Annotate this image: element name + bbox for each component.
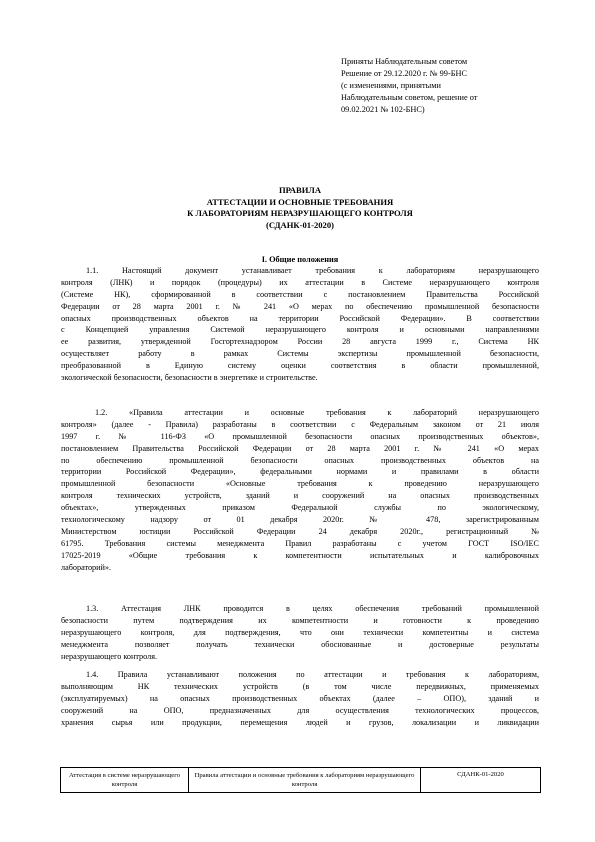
approval-line: Наблюдательным советом, решение от (341, 92, 478, 102)
text-line: 1.3. Аттестация ЛНК проводится в целях обеспечения требований промышленной (86, 604, 539, 613)
text-line: сооружений на ОПО, предназначенных для осуществления технологических процессов, (61, 705, 539, 715)
text-line: ее развития, утвержденной Госгортехнадзором России 28 августа 1999 г., Система НК (61, 337, 539, 347)
footer-document-code: СДАНК-01-2020 (457, 771, 504, 778)
text-line: менеджмента позволяет получать технически обоснованные и достоверные результаты (61, 639, 539, 649)
page-footer (60, 767, 541, 793)
paragraph-1-2 (61, 407, 539, 573)
text-line: контроля» (далее - Правила) разработаны в соответствии с Федеральным законом от 21 июля (61, 419, 539, 429)
text-line: технологическому надзору от 01 декабря 2020г. № 478, зарегистрированным (61, 515, 539, 525)
text-line: Федерации от 28 марта 2001 г. № 241 «О мерах по обеспечению промышленной безопасности (61, 301, 539, 311)
text-line: осуществляет работу в рамках Системы экспертизы промышленной безопасности, (61, 349, 539, 359)
approval-note (341, 56, 551, 116)
text-line: неразрушающего контроля, для подтверждения, что они технически компетентны и система (61, 627, 539, 637)
title-line: ПРАВИЛА (278, 185, 322, 195)
text-line: территории Российской Федерации», федеральными нормами и правилами в области (61, 467, 539, 477)
text-line: опасных производственных объектов на территории Российской Федерации». В соответствии (61, 313, 539, 323)
text-line: 1.1. Настоящий документ устанавливает требования к лабораториям неразрушающего (86, 266, 539, 275)
paragraph-1-3 (61, 603, 539, 662)
approval-line: (с изменениями, принятыми (341, 80, 441, 90)
footer-system-name: Аттестация в системе неразрушающего контроля (61, 768, 189, 792)
text-line: по обеспечению промышленной безопасности опасных производственных объектов на (61, 455, 539, 465)
text-line: контроля (ЛНК) и порядок (процедуры) их аттестации в Системе неразрушающего контроля (61, 277, 539, 287)
approval-line: Решение от 29.12.2020 г. № 99-БНС (341, 68, 468, 78)
approval-line: Приняты Наблюдательным советом (341, 57, 468, 66)
title-line: АТТЕСТАЦИИ И ОСНОВНЫЕ ТРЕБОВАНИЯ (206, 196, 394, 207)
text-line: промышленной безопасности «Основные требования к проведению неразрушающего (61, 479, 539, 489)
paragraph-1-1 (61, 265, 539, 384)
text-line: 1.4. Правила устанавливают положения по аттестации и требования к лабораториям, (86, 670, 539, 679)
title-line: К ЛАБОРАТОРИЯМ НЕРАЗРУШАЮЩЕГО КОНТРОЛЯ (187, 208, 413, 218)
title-line: (СДАНК-01-2020) (265, 219, 335, 230)
document-title (60, 185, 540, 231)
text-line: объектах», утвержденных приказом Федеральной службы по экологическому, (61, 503, 539, 513)
section-heading: I. Общие положения (261, 255, 339, 264)
text-line: с Концепцией управления Системой неразрушающего контроля и основными направлениями (61, 325, 539, 335)
text-line: (Системе НК), сформированной в соответствии с постановлением Правительства Российской (61, 289, 539, 299)
text-line: экологической безопасности, безопасности в энергетике и строительстве. (61, 373, 318, 383)
text-line: Министерством юстиции Российской Федерации 24 декабря 2020г., регистрационный № (61, 526, 539, 536)
text-line: безопасности путем подтверждения их компетентности и готовности к проведению (61, 615, 539, 625)
approval-line: 09.02.2021 № 102-БНС) (341, 104, 425, 114)
footer-document-name: Правила аттестации и основные требования к лабораториям неразрушающего контроля (189, 768, 421, 792)
text-line: 1.2. «Правила аттестации и основные требования к лабораторий неразрушающего (95, 408, 539, 417)
text-line: неразрушающего контроля. (61, 651, 158, 661)
text-line: постановлением Правительства Российской Федерации от 28 марта 2001 г. № 241 «О мерах (61, 443, 539, 453)
text-line: 61795. Требования системы менеджмента Правил разработаны с учетом ГОСТ ISO/IEC (61, 538, 539, 548)
text-line: лабораторий». (61, 562, 112, 572)
text-line: выполняющим НК технических устройств (в том числе передвижных, применяемых (61, 681, 539, 691)
text-line: (эксплуатируемых) на опасных производственных объектах (далее – ОПО), зданий и (61, 693, 539, 703)
paragraph-1-4 (61, 669, 539, 728)
text-line: хранения сырья или продукции, перемещения людей и грузов, локализации и ликвидации (61, 717, 539, 727)
text-line: 1997 г. № 116-ФЗ «О промышленной безопасности опасных производственных объектов», (61, 431, 539, 441)
text-line: контроля технических устройств, зданий и сооружений на опасных производственных (61, 491, 539, 501)
text-line: преобразованной в Единую систему оценки соответствия в области промышленной, (61, 361, 539, 371)
text-line: 17025-2019 «Общие требования к компетентности испытательных и калибровочных (61, 550, 539, 560)
